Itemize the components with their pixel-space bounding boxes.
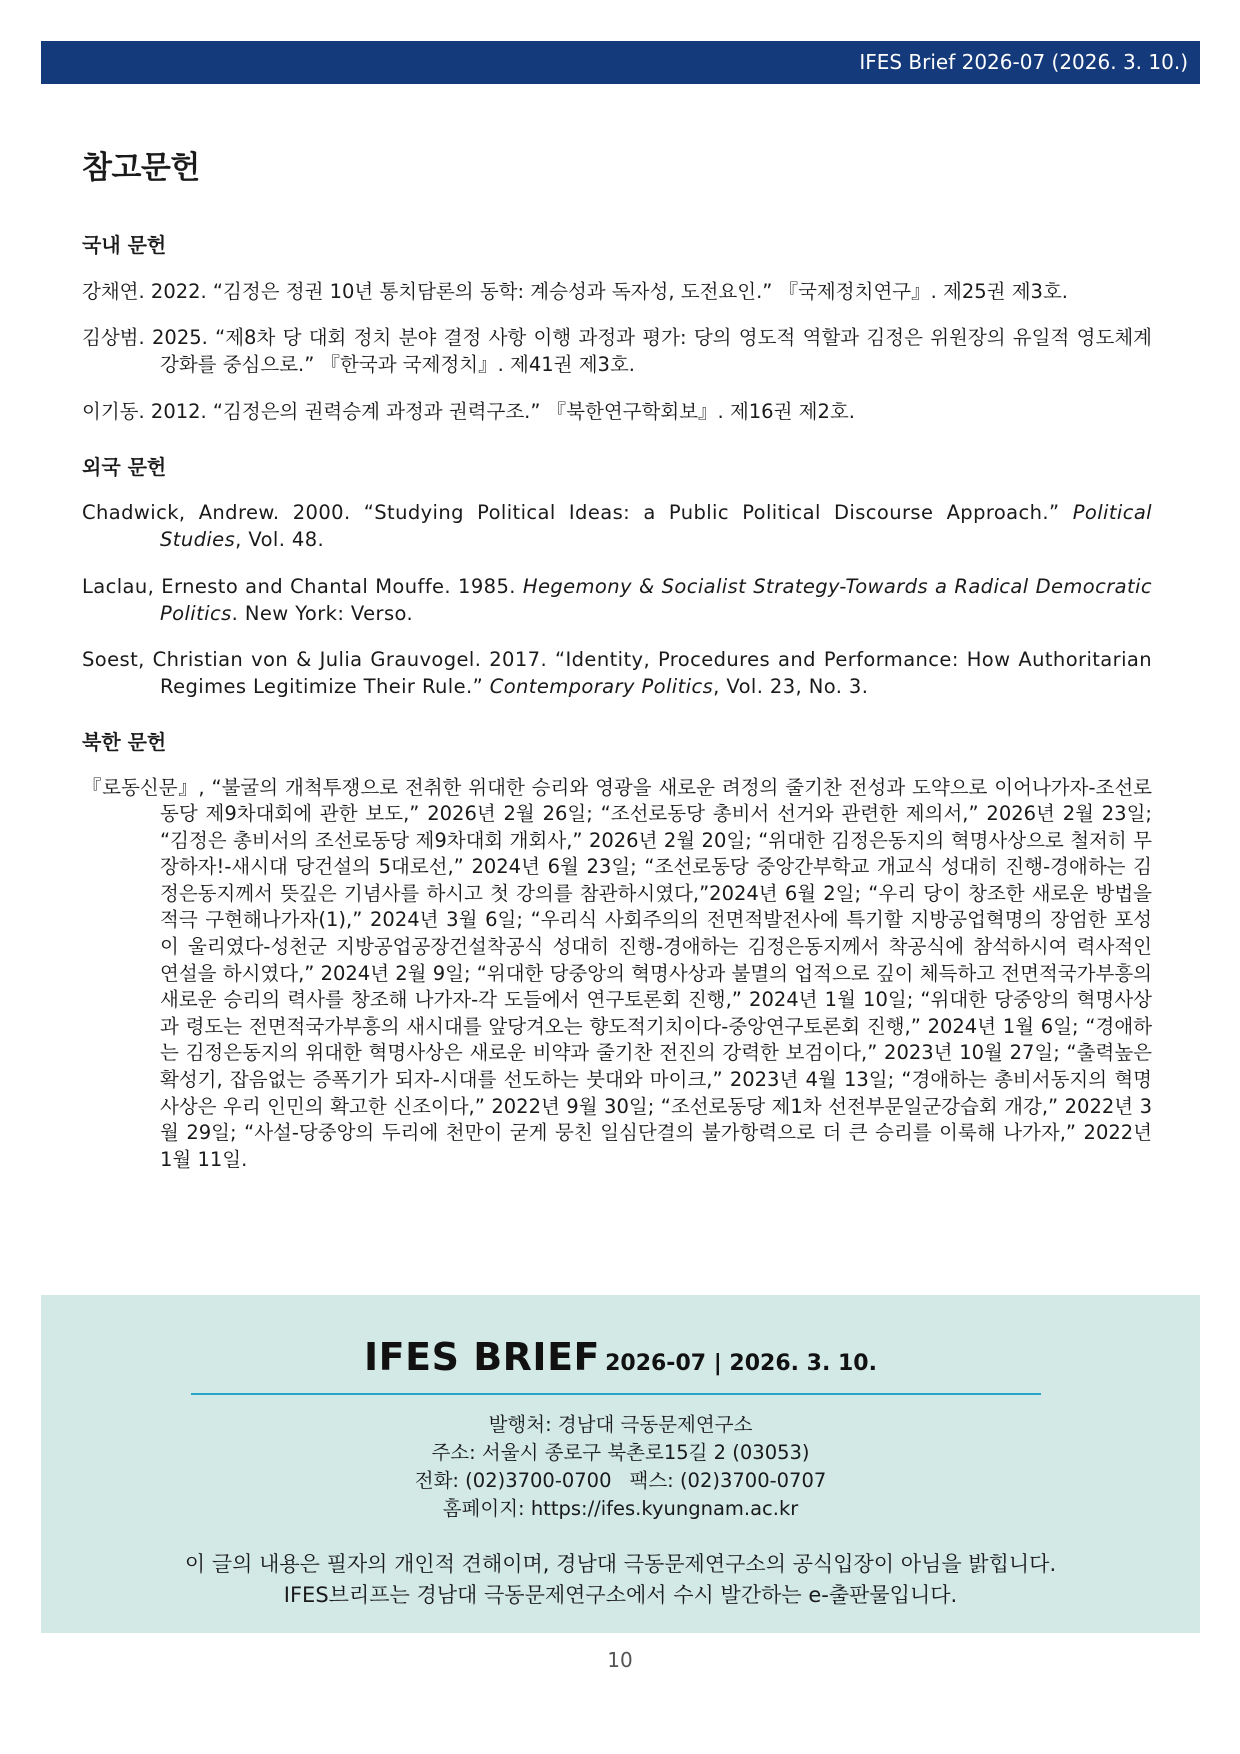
foreign-refs xyxy=(82,499,1152,700)
journal-title: Contemporary Politics xyxy=(489,675,714,698)
header-bar xyxy=(41,41,1200,84)
footer-box xyxy=(41,1295,1200,1633)
reference-text: . New York: Verso. xyxy=(231,601,414,625)
domestic-refs xyxy=(82,278,1152,425)
issue-label: IFES Brief 2026-07 (2026. 3. 10.) xyxy=(859,50,1188,74)
brand-name: IFES BRIEF xyxy=(364,1335,600,1379)
page-title: 참고문헌 xyxy=(82,150,200,186)
section-title-north-korea: 북한 문헌 xyxy=(82,730,167,754)
publisher-info xyxy=(41,1411,1200,1523)
publisher: 발행처: 경남대 극동문제연구소 xyxy=(488,1413,753,1436)
reference-item xyxy=(82,499,1152,553)
fax: 팩스: (02)3700-0707 xyxy=(629,1469,827,1492)
book-title: Hegemony & Socialist Strategy-Towards a Radical Democratic Politics xyxy=(160,574,1152,625)
section-title-domestic: 국내 문헌 xyxy=(82,233,167,257)
main-content xyxy=(82,100,1152,1184)
north-korea-refs xyxy=(82,775,1152,1174)
reference-item: 이기동. 2012. “김정은의 권력승계 과정과 권력구조.” 『북한연구학회보』. 제16권 제2호. xyxy=(82,399,855,423)
reference-item: 강채연. 2022. “김정은 정권 10년 통치담론의 동학: 계승성과 독자성, 도전요인.” 『국제정치연구』. 제25권 제3호. xyxy=(82,279,1068,303)
issue-info: 2026-07 | 2026. 3. 10. xyxy=(605,1351,877,1376)
reference-item xyxy=(82,646,1152,700)
journal-title: Political Studies xyxy=(160,501,1152,551)
disclaimer xyxy=(41,1549,1200,1611)
address: 주소: 서울시 종로구 북촌로15길 2 (03053) xyxy=(431,1441,810,1464)
footer-divider xyxy=(191,1393,1041,1395)
section-title-foreign: 외국 문헌 xyxy=(82,454,167,479)
footer-title xyxy=(41,1335,1200,1379)
reference-text: Laclau, Ernesto and Chantal Mouffe. 1985. xyxy=(82,574,523,598)
reference-text: , Vol. 48. xyxy=(235,528,325,551)
reference-item: 『로동신문』, “불굴의 개척투쟁으로 전취한 위대한 승리와 영광을 새로운 려정의 줄기찬 전성과 도약으로 이어나가자-조선로동당 제9차대회에 관한 보도,” 2026년 2월 26일; “조선로동당 총비서 선거와 관련한 제의서,” 2026년 2월 23일; “김정은 총비서의 조선로동당 제9차대회 개회사,” 2026년 2월 20일; “위대한 김정은동지의 혁명사상으로 철저히 무장하자!-새시대 당건설의 5대로선,” 2024년 6월 23일; “조선로동당 중앙간부학교 개교식 성대히 진행-경애하는 김정은동지께서 뜻깊은 기념사를 하시고 첫 강의를 참관하시였다,”2024년 6월 2일; “우리 당이 창조한 새로운 방법을 적극 구현해나가자(1),” 2024년 3월 6일; “우리식 사회주의의 전면적발전사에 특기할 지방공업혁명의 장엄한 포성이 울리였다-성천군 지방공업공장건설착공식 성대히 진행-경애하는 김정은동지께서 착공식에 참석하시여 력사적인 연설을 하시였다,” 2024년 2월 9일; “위대한 당중앙의 혁명사상과 불멸의 업적으로 깊이 체득하고 전면적국가부흥의 새로운 승리의 력사를 창조해 나가자-각 도들에서 연구토론회 진행,” 2024년 1월 10일; “위대한 당중앙의 혁명사상과 령도는 전면적국가부흥의 새시대를 앞당겨오는 향도적기치이다-중앙연구토론회 진행,” 2024년 1월 6일; “경애하는 김정은동지의 위대한 혁명사상은 새로운 비약과 줄기찬 전진의 강력한 보검이다,” 2023년 10월 27일; “출력높은 확성기, 잡음없는 증폭기가 되자-시대를 선도하는 붓대와 마이크,” 2023년 4월 13일; “경애하는 총비서동지의 혁명사상은 우리 인민의 확고한 신조이다,” 2022년 9월 30일; “조선로동당 제1차 선전부문일군강습회 개강,” 2022년 3월 29일; “사설-당중앙의 두리에 천만이 굳게 뭉친 일심단결의 불가항력으로 더 큰 승리를 이룩해 나가자,” 2022년 1월 11일. xyxy=(82,775,1152,1171)
reference-text: Chadwick, Andrew. 2000. “Studying Political Ideas: a Public Political Discourse Approach.” xyxy=(82,501,1073,524)
disclaimer-line-2: IFES브리프는 경남대 극동문제연구소에서 수시 발간하는 e-출판물입니다. xyxy=(283,1583,958,1607)
reference-text: , Vol. 23, No. 3. xyxy=(713,675,869,698)
page-number: 10 xyxy=(607,1648,633,1672)
reference-text: Soest, Christian von & Julia Grauvogel. 2017. “Identity, Procedures and Performance: How Authoritarian Regimes Legitimize Their Rule.” xyxy=(82,648,1152,698)
phone: 전화: (02)3700-0700 xyxy=(414,1469,612,1492)
reference-item: 김상범. 2025. “제8차 당 대회 정치 분야 결정 사항 이행 과정과 평가: 당의 영도적 역할과 김정은 위원장의 유일적 영도체계 강화를 중심으로.” 『한국과 국제정치』. 제41권 제3호. xyxy=(82,326,1152,376)
reference-item xyxy=(82,573,1152,627)
contact-line xyxy=(41,1467,1200,1495)
disclaimer-line-1: 이 글의 내용은 필자의 개인적 견해이며, 경남대 극동문제연구소의 공식입장이 아님을 밝힙니다. xyxy=(184,1552,1057,1576)
homepage-link[interactable]: 홈페이지: https://ifes.kyungnam.ac.kr xyxy=(442,1497,799,1520)
